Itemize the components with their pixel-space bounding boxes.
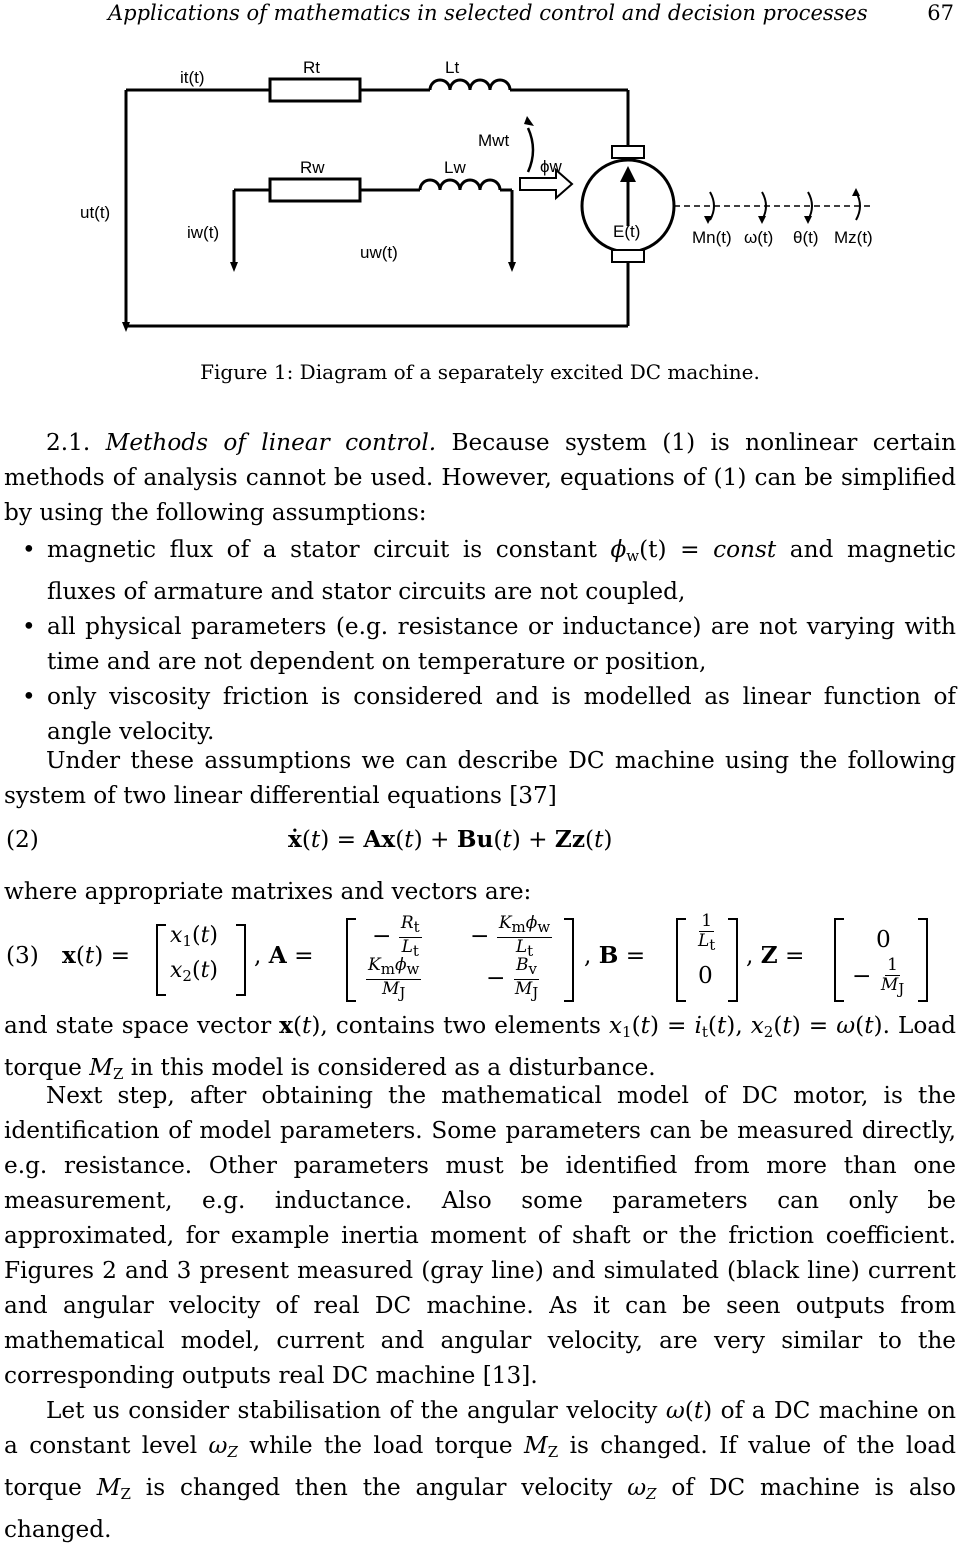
label-mwt: Mwt <box>478 131 510 150</box>
list-item: • all physical parameters (e.g. resistance or inductance) are not varying with time and are not dependent on temperature or position, <box>22 613 956 675</box>
label-lt: Lt <box>445 58 460 77</box>
paragraph-stabilisation: Let us consider stabilisation of the angular velocity ω(t) of a DC machine on a constant level $\omega_Z$ while the load torque $M_Z$ is changed. If value of the load torque $M_Z$ is changed then the angular velocity $\omega_Z$ of DC machine is also changed. <box>4 1397 956 1543</box>
label-mz: Mz(t) <box>834 228 873 247</box>
paragraph-state: and state space vector x(t), contains two elements $x_1(t) = i_t(t)$, $x_2(t) = \omega(t)$. Load torque $M_Z$ in this model is considered as a disturbance. <box>4 1012 956 1083</box>
running-title: Applications of mathematics in selected control and decision processes <box>108 1 868 25</box>
page-number: 67 <box>927 1 954 25</box>
running-header <box>0 0 960 30</box>
label-uw: uw(t) <box>360 243 398 262</box>
label-it: it(t) <box>180 68 205 87</box>
paragraph-next-step: Next step, after obtaining the mathematical model of DC motor, is the identification of model parameters. Some parameters can be measured directly, e.g. resistance. Other parameters must be identified from more than one measurement, e.g. inductance. Also some parameters can only be approximated, for example inertia moment of shaft or the friction coefficient. Figures 2 and 3 present measured (gray line) and simulated (black line) current and angular velocity of real DC machine. As it can be seen outputs from mathematical model, current and angular velocity, are very similar to the corresponding outputs real DC machine [13]. <box>4 1082 956 1389</box>
assumption-list <box>4 532 956 749</box>
label-lw: Lw <box>444 158 466 177</box>
paragraph-matrices: where appropriate matrixes and vectors are: <box>4 878 532 905</box>
equation-2: ẋ(t) = Ax(t) + Bu(t) + Zz(t) <box>288 826 613 853</box>
label-omega: ω(t) <box>744 228 774 247</box>
label-et: E(t) <box>613 222 641 241</box>
equation-3-label: (3) <box>6 942 39 969</box>
label-rt: Rt <box>303 58 320 77</box>
section-intro <box>4 425 956 530</box>
equation-2-label: (2) <box>6 826 39 853</box>
label-mn: Mn(t) <box>692 228 732 247</box>
label-iw: iw(t) <box>187 223 220 242</box>
label-ut: ut(t) <box>80 203 111 222</box>
section-intro-text: Because system (1) is nonlinear certain methods of analysis cannot be used. However, equations of (1) can be simplified by using the following assumptions: <box>4 429 957 526</box>
list-item: • magnetic flux of a stator circuit is constant $\phi_w(t)$ = const and magnetic fluxes of armature and stator circuits are not coupled, <box>22 536 956 605</box>
label-phiw: ϕw <box>540 157 562 176</box>
label-rw: Rw <box>300 158 325 177</box>
figure-caption: Figure 1: Diagram of a separately excited DC machine. <box>200 360 760 384</box>
dc-machine-circuit-diagram <box>0 40 960 350</box>
list-item: • only viscosity friction is considered and is modelled as linear function of angle velocity. <box>22 683 956 745</box>
section-title: Methods of linear control. <box>105 429 437 456</box>
paragraph-system: Under these assumptions we can describe DC machine using the following system of two linear differential equations [37] <box>4 747 956 809</box>
section-number: 2.1. <box>46 429 91 456</box>
label-theta: θ(t) <box>793 228 819 247</box>
